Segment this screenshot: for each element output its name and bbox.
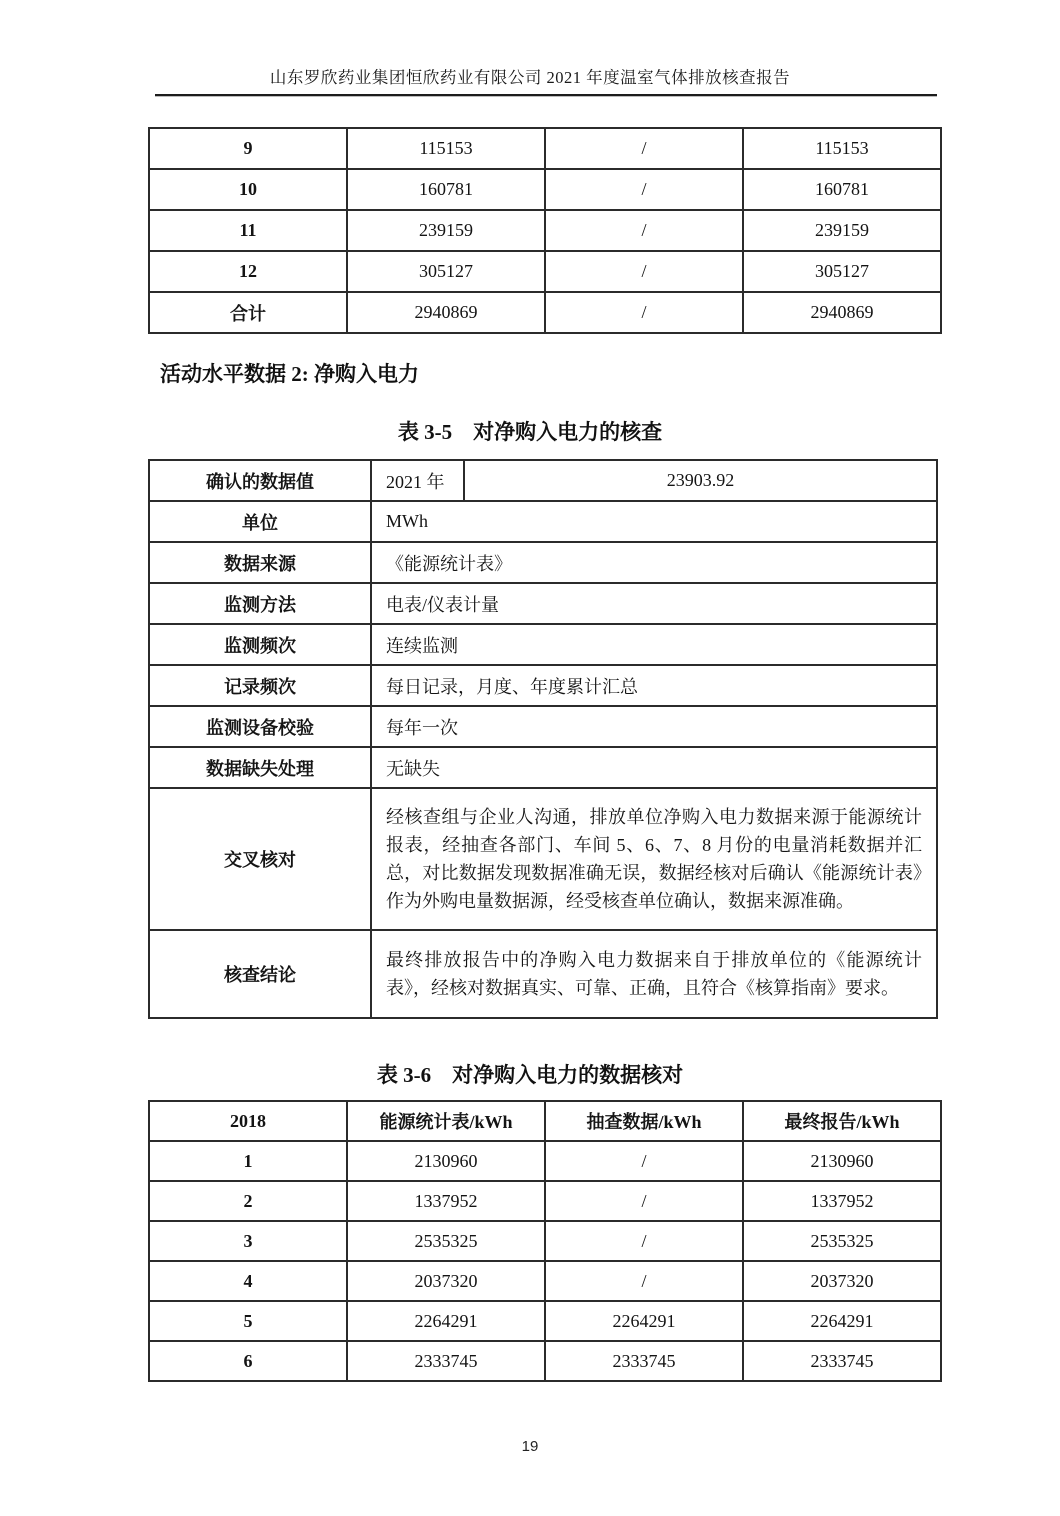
table-row [149, 1221, 941, 1261]
row-label: 数据来源 [149, 542, 371, 583]
table-row [149, 169, 941, 210]
table-cell: 2333745 [743, 1341, 941, 1381]
table-3-5-title: 表 3-5 对净购入电力的核查 [397, 420, 663, 444]
table-cell: / [545, 1181, 743, 1221]
row-label: 核查结论 [149, 930, 371, 1018]
table-row [149, 706, 937, 747]
table-row [149, 501, 937, 542]
table-row [149, 128, 941, 169]
value-cell: MWh [371, 501, 937, 542]
row-label: 记录频次 [149, 665, 371, 706]
value-cell: 最终排放报告中的净购入电力数据来自于排放单位的《能源统计表》，经核对数据真实、可靠、正确，且符合《核算指南》要求。 [371, 930, 937, 1018]
table-cell: / [545, 169, 743, 210]
table-row [149, 1301, 941, 1341]
table-row [149, 583, 937, 624]
table-cell: 2333745 [545, 1341, 743, 1381]
table-cell: 305127 [347, 251, 545, 292]
monthly-electricity-table [148, 127, 942, 334]
table-cell: 305127 [743, 251, 941, 292]
table-cell: 2130960 [347, 1141, 545, 1181]
value-cell: 无缺失 [371, 747, 937, 788]
value-cell: 电表/仪表计量 [371, 583, 937, 624]
table-row-cross-check [149, 788, 937, 930]
row-label: 单位 [149, 501, 371, 542]
table-cell: 160781 [743, 169, 941, 210]
table-3-6 [148, 1100, 942, 1382]
table-cell: 1 [149, 1141, 347, 1181]
column-header: 能源统计表/kWh [347, 1101, 545, 1141]
table-cell: 11 [149, 210, 347, 251]
value-cell: 经核查组与企业人沟通，排放单位净购入电力数据来源于能源统计报表，经抽查各部门、车间 5、6、7、8 月份的电量消耗数据并汇总，对比数据发现数据准确无误，数据经核对后确认《能源统计表》作为外购电量数据源，经受核查单位确认，数据来源准确。 [371, 788, 937, 930]
table-cell: 2333745 [347, 1341, 545, 1381]
header-rule [155, 94, 937, 97]
table-cell: 4 [149, 1261, 347, 1301]
table-cell: 合计 [149, 292, 347, 333]
table-cell: 1337952 [347, 1181, 545, 1221]
table-cell: 2130960 [743, 1141, 941, 1181]
table-cell: 2535325 [743, 1221, 941, 1261]
row-label: 确认的数据值 [149, 460, 371, 501]
table-cell: 115153 [743, 128, 941, 169]
table-cell: 239159 [743, 210, 941, 251]
page-number: 19 [521, 1438, 539, 1455]
table-row [149, 210, 941, 251]
table-cell: 12 [149, 251, 347, 292]
table-cell: / [545, 251, 743, 292]
table-row [149, 747, 937, 788]
table-cell: 5 [149, 1301, 347, 1341]
table-cell: 2264291 [347, 1301, 545, 1341]
table-cell: / [545, 1141, 743, 1181]
table-row [149, 665, 937, 706]
table-row [149, 624, 937, 665]
table-cell: 2 [149, 1181, 347, 1221]
table-cell: 2940869 [347, 292, 545, 333]
table-cell: 115153 [347, 128, 545, 169]
value-cell: 每年一次 [371, 706, 937, 747]
table-row-conclusion [149, 930, 937, 1018]
table-3-6-title: 表 3-6 对净购入电力的数据核对 [376, 1063, 684, 1087]
table-cell: 6 [149, 1341, 347, 1381]
table-cell: 3 [149, 1221, 347, 1261]
table-cell: / [545, 1221, 743, 1261]
table-row [149, 1341, 941, 1381]
header-title: 山东罗欣药业集团恒欣药业有限公司 2021 年度温室气体排放核查报告 [269, 68, 791, 87]
table-row [149, 460, 937, 501]
table-3-5 [148, 459, 938, 1019]
value-cell: 每日记录，月度、年度累计汇总 [371, 665, 937, 706]
table-cell: 160781 [347, 169, 545, 210]
table-cell: 2535325 [347, 1221, 545, 1261]
table-row-total [149, 292, 941, 333]
table-cell: 2264291 [743, 1301, 941, 1341]
table-cell: 2264291 [545, 1301, 743, 1341]
table-header-row [149, 1101, 941, 1141]
row-label: 监测设备校验 [149, 706, 371, 747]
value-cell: 连续监测 [371, 624, 937, 665]
row-label: 监测方法 [149, 583, 371, 624]
table-cell: / [545, 292, 743, 333]
table-cell: 239159 [347, 210, 545, 251]
table-cell: 1337952 [743, 1181, 941, 1221]
column-header: 抽查数据/kWh [545, 1101, 743, 1141]
table-cell: 2940869 [743, 292, 941, 333]
table-cell: 9 [149, 128, 347, 169]
value-cell: 23903.92 [464, 460, 937, 501]
column-header: 2018 [149, 1101, 347, 1141]
table-cell: 10 [149, 169, 347, 210]
table-cell: 2037320 [743, 1261, 941, 1301]
column-header: 最终报告/kWh [743, 1101, 941, 1141]
table-row [149, 1261, 941, 1301]
table-row [149, 542, 937, 583]
table-cell: 2037320 [347, 1261, 545, 1301]
row-label: 数据缺失处理 [149, 747, 371, 788]
section-heading: 活动水平数据 2: 净购入电力 [160, 362, 419, 386]
row-label: 监测频次 [149, 624, 371, 665]
table-cell: / [545, 1261, 743, 1301]
year-cell: 2021 年 [371, 460, 464, 501]
value-cell: 《能源统计表》 [371, 542, 937, 583]
table-row [149, 1141, 941, 1181]
table-cell: / [545, 210, 743, 251]
table-row [149, 251, 941, 292]
table-row [149, 1181, 941, 1221]
table-cell: / [545, 128, 743, 169]
row-label: 交叉核对 [149, 788, 371, 930]
